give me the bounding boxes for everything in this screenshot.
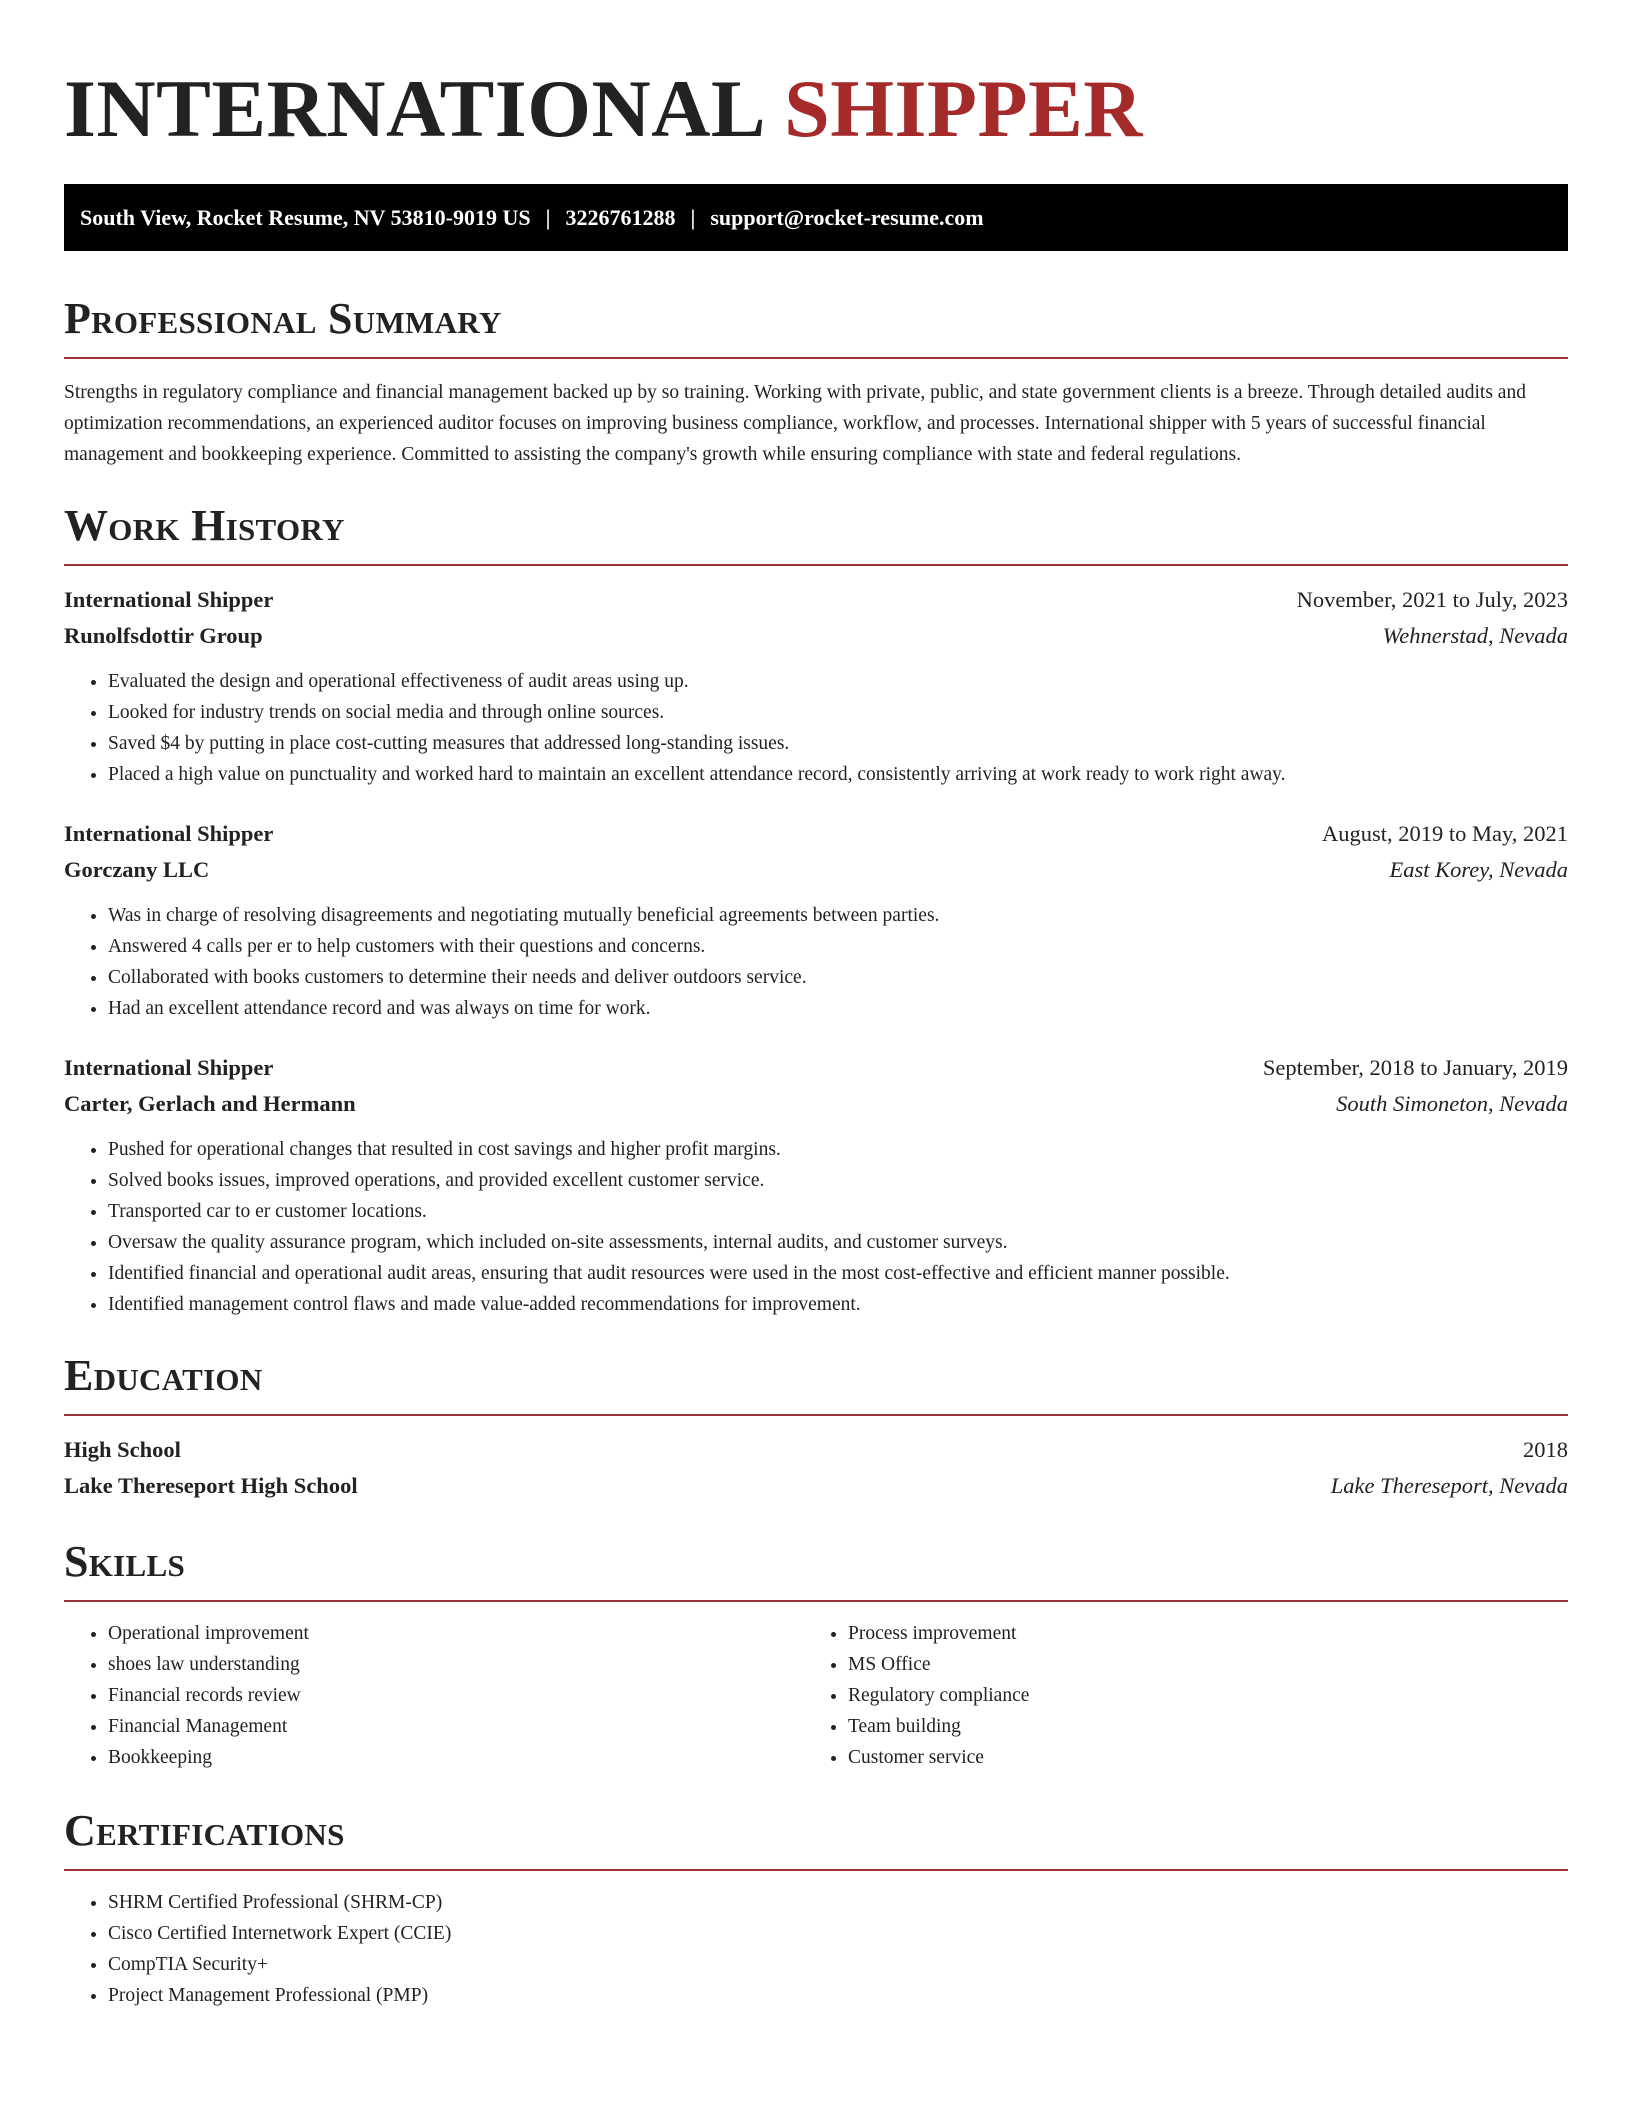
job-role: International Shipper xyxy=(64,1055,274,1080)
certifications-section xyxy=(64,1806,1568,2011)
list-item: • shoes law understanding xyxy=(108,1649,804,1680)
list-item: • Project Management Professional (PMP) xyxy=(108,1980,1568,2011)
job-dates: September, 2018 to January, 2019 xyxy=(1262,1055,1568,1080)
list-item: • Had an excellent attendance record and was always on time for work. xyxy=(108,993,1568,1024)
skills-heading: Skills xyxy=(64,1537,186,1586)
job-bullets xyxy=(64,900,1568,1024)
list-item: • Bookkeeping xyxy=(108,1742,804,1773)
list-item: • Answered 4 calls per er to help customers with their questions and concerns. xyxy=(108,931,1568,962)
education-year: 2018 xyxy=(1523,1437,1568,1462)
job-company: Runolfsdottir Group xyxy=(64,623,263,648)
candidate-name xyxy=(64,63,1568,154)
job-location: Wehnerstad, Nevada xyxy=(1382,623,1568,648)
list-item: • Solved books issues, improved operations, and provided excellent customer service. xyxy=(108,1165,1568,1196)
job-bullets xyxy=(64,666,1568,790)
list-item: • Identified financial and operational audit areas, ensuring that audit resources were used in the most cost-effective and efficient manner possible. xyxy=(108,1258,1568,1289)
job-company-row xyxy=(64,852,1568,888)
education-school-row xyxy=(64,1468,1568,1504)
job-company-row xyxy=(64,618,1568,654)
list-item: • Was in charge of resolving disagreements and negotiating mutually beneficial agreements between parties. xyxy=(108,900,1568,931)
list-item: • Regulatory compliance xyxy=(848,1680,1544,1711)
list-item: • Saved $4 by putting in place cost-cutting measures that addressed long-standing issues. xyxy=(108,728,1568,759)
contact-separator: | xyxy=(545,204,551,230)
skills-section xyxy=(64,1537,1568,1773)
section-divider xyxy=(64,1869,1568,1871)
job-entry xyxy=(64,1050,1568,1320)
job-role: International Shipper xyxy=(64,587,274,612)
job-company: Gorczany LLC xyxy=(64,857,210,882)
list-item: • Evaluated the design and operational effectiveness of audit areas using up. xyxy=(108,666,1568,697)
skills-column-left xyxy=(64,1618,804,1773)
section-divider xyxy=(64,564,1568,566)
contact-separator: | xyxy=(690,204,696,230)
job-entry xyxy=(64,582,1568,790)
contact-phone[interactable]: 3226761288 xyxy=(565,204,676,230)
section-divider xyxy=(64,1414,1568,1416)
name-first: INTERNATIONAL xyxy=(64,63,767,154)
list-item: • Oversaw the quality assurance program, which included on-site assessments, internal audits, and customer surveys. xyxy=(108,1227,1568,1258)
list-item: • SHRM Certified Professional (SHRM-CP) xyxy=(108,1887,1568,1918)
job-entry xyxy=(64,816,1568,1024)
skills-grid xyxy=(64,1618,1568,1773)
education-heading: Education xyxy=(64,1351,263,1400)
job-company-row xyxy=(64,1086,1568,1122)
list-item: • Transported car to er customer locations. xyxy=(108,1196,1568,1227)
job-header-row xyxy=(64,816,1568,852)
job-dates: November, 2021 to July, 2023 xyxy=(1296,587,1568,612)
work-history-section xyxy=(64,501,1568,1320)
job-location: South Simoneton, Nevada xyxy=(1336,1091,1568,1116)
contact-bar xyxy=(64,184,1568,251)
name-last: SHIPPER xyxy=(784,63,1143,154)
list-item: • CompTIA Security+ xyxy=(108,1949,1568,1980)
list-item: • Financial Management xyxy=(108,1711,804,1742)
education-entry xyxy=(64,1432,1568,1504)
education-section xyxy=(64,1351,1568,1504)
contact-email[interactable]: support@rocket-resume.com xyxy=(710,204,984,230)
list-item: • Looked for industry trends on social media and through online sources. xyxy=(108,697,1568,728)
list-item: • Identified management control flaws and made value-added recommendations for improvement. xyxy=(108,1289,1568,1320)
list-item: • MS Office xyxy=(848,1649,1544,1680)
job-header-row xyxy=(64,582,1568,618)
job-location: East Korey, Nevada xyxy=(1389,857,1568,882)
list-item: • Cisco Certified Internetwork Expert (CCIE) xyxy=(108,1918,1568,1949)
job-company: Carter, Gerlach and Hermann xyxy=(64,1091,356,1116)
list-item: • Pushed for operational changes that resulted in cost savings and higher profit margins. xyxy=(108,1134,1568,1165)
education-location: Lake Thereseport, Nevada xyxy=(1330,1473,1568,1498)
job-bullets xyxy=(64,1134,1568,1320)
job-role: International Shipper xyxy=(64,821,274,846)
list-item: • Process improvement xyxy=(848,1618,1544,1649)
section-divider xyxy=(64,1600,1568,1602)
education-degree: High School xyxy=(64,1437,181,1462)
work-history-heading: Work History xyxy=(64,501,345,550)
summary-text: Strengths in regulatory compliance and financial management backed up by so training. Working with private, public, and state government clients is a breeze. Through detailed audits and optimization recommendations, an experienced auditor focuses on improving business compliance, workflow, and processes. International shipper with 5 years of successful financial management and bookkeeping experience. Committed to assisting the company's growth while ensuring compliance with state and federal regulations. xyxy=(64,382,1526,465)
section-divider xyxy=(64,357,1568,359)
summary-section xyxy=(64,294,1568,470)
list-item: • Team building xyxy=(848,1711,1544,1742)
job-dates: August, 2019 to May, 2021 xyxy=(1321,821,1568,846)
summary-heading: Professional Summary xyxy=(64,294,502,343)
list-item: • Operational improvement xyxy=(108,1618,804,1649)
job-header-row xyxy=(64,1050,1568,1086)
skills-column-right xyxy=(804,1618,1544,1773)
certifications-list xyxy=(64,1887,1568,2011)
education-header-row xyxy=(64,1432,1568,1468)
list-item: • Collaborated with books customers to determine their needs and deliver outdoors service. xyxy=(108,962,1568,993)
education-school: Lake Thereseport High School xyxy=(64,1473,358,1498)
list-item: • Financial records review xyxy=(108,1680,804,1711)
list-item: • Customer service xyxy=(848,1742,1544,1773)
certifications-heading: Certifications xyxy=(64,1806,345,1855)
contact-address: South View, Rocket Resume, NV 53810-9019 US xyxy=(80,204,531,230)
list-item: • Placed a high value on punctuality and worked hard to maintain an excellent attendance record, consistently arriving at work ready to work right away. xyxy=(108,759,1568,790)
